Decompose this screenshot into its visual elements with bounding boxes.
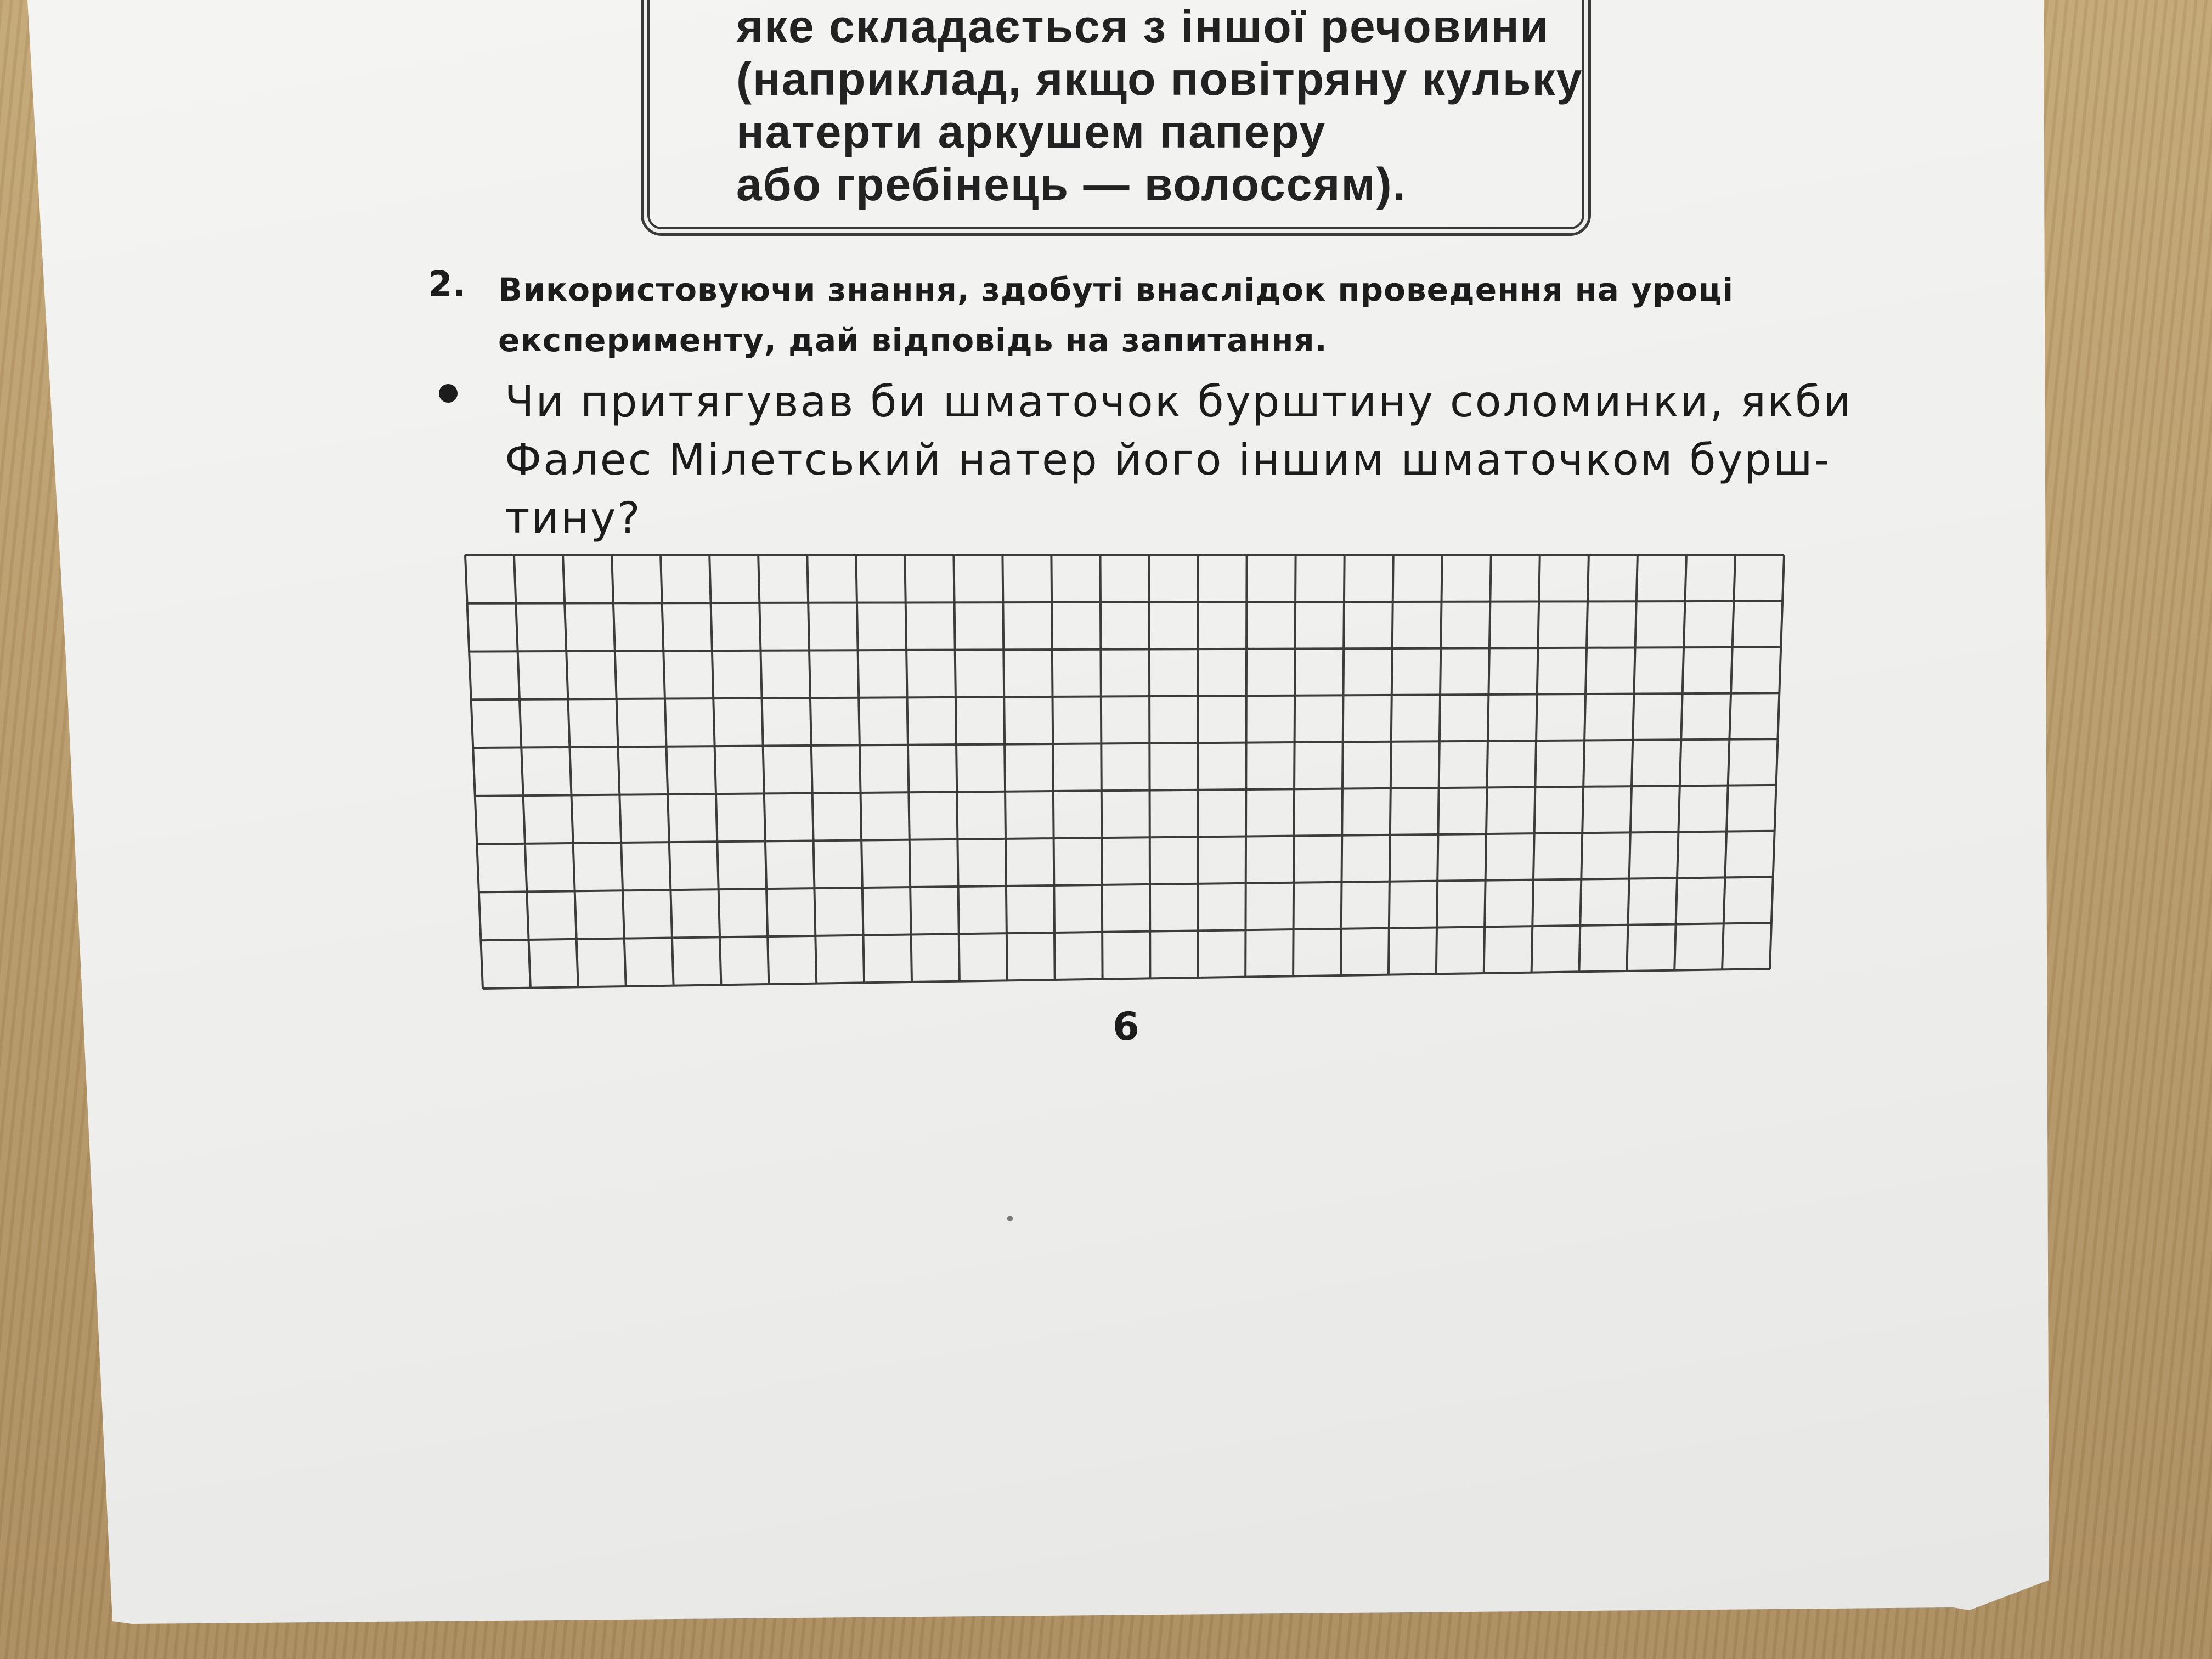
grid-vertical-line bbox=[1149, 555, 1150, 978]
task-instruction-line: експерименту, дай відповідь на запитання. bbox=[498, 321, 1328, 359]
grid-vertical-line bbox=[807, 555, 816, 984]
grid-vertical-line bbox=[856, 555, 864, 983]
rule-box-line: натерти аркушем паперу bbox=[736, 106, 1327, 157]
grid-horizontal-line bbox=[481, 923, 1771, 940]
grid-vertical-line bbox=[1770, 555, 1784, 969]
grid-vertical-line bbox=[1101, 555, 1103, 979]
grid-vertical-line bbox=[1002, 555, 1007, 980]
grid-vertical-line bbox=[1051, 555, 1054, 980]
grid-vertical-line bbox=[661, 555, 674, 986]
grid-vertical-line bbox=[1484, 555, 1491, 973]
grid-vertical-line bbox=[612, 555, 626, 986]
question-line: Чи притягував би шматочок бурштину соломинки, якби bbox=[505, 377, 1853, 427]
grid-vertical-line bbox=[1579, 555, 1589, 972]
paper-speck bbox=[1007, 1216, 1013, 1221]
grid-vertical-line bbox=[465, 555, 483, 989]
grid-horizontal-line bbox=[479, 877, 1773, 892]
grid-vertical-line bbox=[1674, 555, 1686, 970]
question-line: тину? bbox=[505, 494, 642, 543]
grid-horizontal-line bbox=[475, 785, 1776, 796]
grid-horizontal-line bbox=[477, 831, 1774, 844]
grid-vertical-line bbox=[1245, 555, 1246, 977]
rule-box-line: або гребінець — волоссям). bbox=[736, 159, 1407, 210]
grid-vertical-line bbox=[905, 555, 912, 982]
page-number: 6 bbox=[1113, 1004, 1139, 1049]
grid-vertical-line bbox=[953, 555, 960, 981]
grid-vertical-line bbox=[1532, 555, 1540, 973]
question-line: Фалес Мілетський натер його іншим шматочком бурш- bbox=[505, 436, 1831, 485]
task-number: 2. bbox=[428, 264, 466, 305]
grid-vertical-line bbox=[1627, 555, 1638, 971]
grid-vertical-line bbox=[1722, 555, 1735, 969]
grid-horizontal-line bbox=[483, 969, 1770, 989]
grid-vertical-line bbox=[1436, 555, 1442, 974]
grid-horizontal-line bbox=[467, 601, 1783, 603]
grid-vertical-line bbox=[1341, 555, 1345, 975]
grid-vertical-line bbox=[709, 555, 721, 985]
grid-horizontal-line bbox=[469, 647, 1781, 652]
task-instruction-line: Використовуючи знання, здобуті внаслідок проведення на уроці bbox=[498, 271, 1734, 308]
grid-vertical-line bbox=[514, 555, 531, 988]
grid-horizontal-line bbox=[471, 693, 1780, 699]
grid-vertical-line bbox=[1293, 555, 1296, 976]
rule-box-line: яке складається з іншої речовини bbox=[736, 1, 1550, 52]
grid-horizontal-line bbox=[473, 739, 1778, 748]
grid-vertical-line bbox=[563, 555, 578, 987]
grid-vertical-line bbox=[758, 555, 769, 984]
grid-vertical-line bbox=[1389, 555, 1393, 975]
rule-box-line: (наприклад, якщо повітряну кульку bbox=[736, 53, 1583, 105]
